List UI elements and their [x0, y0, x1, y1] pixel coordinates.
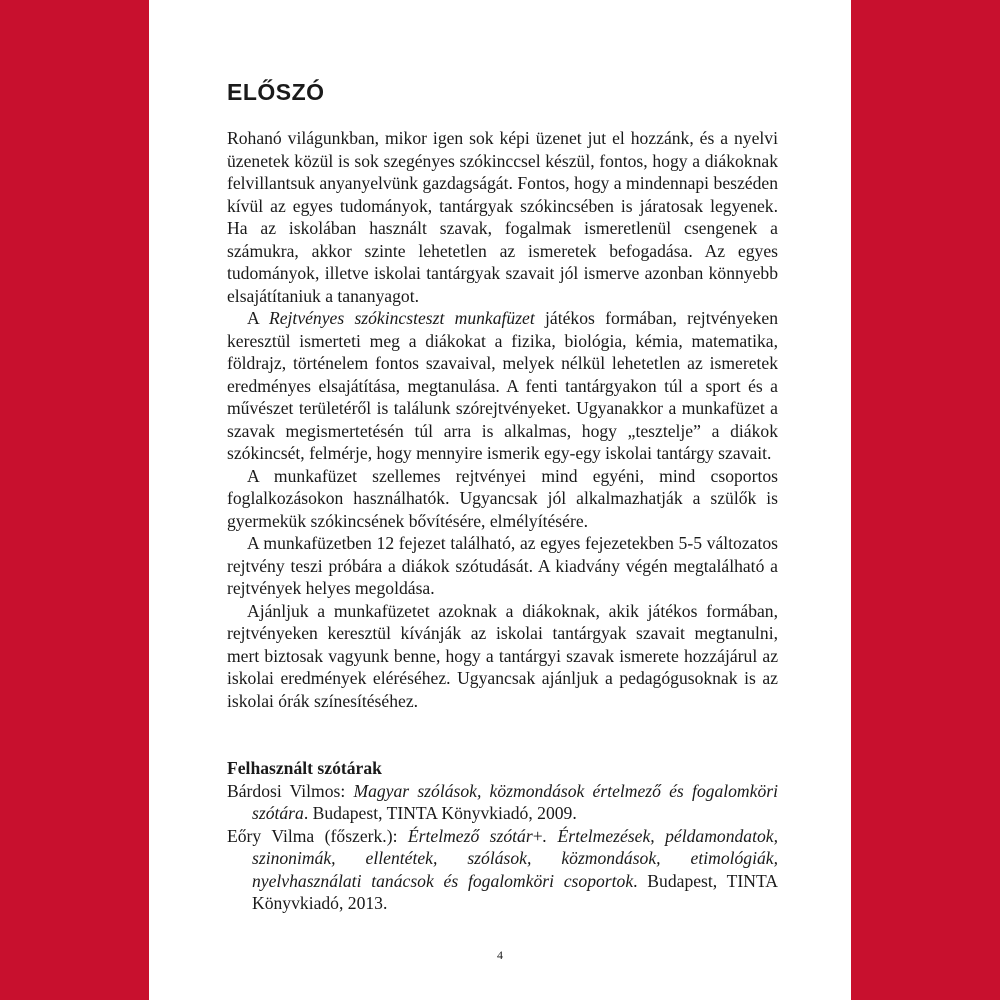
paragraph-2-start: A	[247, 308, 269, 328]
reference-1-title: Magyar szólások, közmondások értelmező és fogalomköri szótára	[252, 780, 778, 823]
reference-2-author: Eőry Vilma (főszerk.):	[227, 825, 408, 846]
page-heading: ELŐSZÓ	[227, 79, 325, 105]
preface-body	[227, 127, 778, 712]
sources-title: Felhasznált szótárak	[227, 758, 382, 778]
paragraph-5: Ajánljuk a munkafüzetet azoknak a diákoknak, akik játékos formában, rejtvényeken keresztül kívánják az iskolai tantárgyak szavait megtanulni, mert biztosak vagyunk benne, hogy a tantárgyi szavak ismerete hozzájárul az iskolai eredmények eléréséhez. Ugyancsak ajánljuk a pedagógusoknak is az iskolai órák színesítéséhez.	[227, 600, 778, 711]
right-red-band	[851, 0, 1000, 1000]
sources-section	[227, 757, 778, 915]
reference-2-plus: +	[532, 825, 543, 846]
reference-1	[227, 780, 778, 825]
page-number: 4	[497, 948, 503, 962]
paragraph-3: A munkafüzet szellemes rejtvényei mind egyéni, mind csoportos foglalkozásokon használhatók. Ugyancsak jól alkalmazhatják a szülők is gyermekük szókincsének bővítésére, elmélyítésére.	[227, 465, 778, 531]
paragraph-4: A munkafüzetben 12 fejezet található, az egyes fejezetekben 5-5 változatos rejtvény teszi próbára a diákok szótudását. A kiadvány végén megtalálható a rejtvények helyes megoldása.	[227, 533, 778, 598]
paragraph-2-rest: játékos formában, rejtvényeken keresztül ismerteti meg a diákokat a fizika, biológia, kémia, matematika, földrajz, történelem fontos szavaival, melyek nélkül lehetetlen az ismeretek eredményes elsajátítása, megtanulása. A fenti tantárgyakon túl a sport és a művészet területéről is találunk szórejtvényeket. Ugyanakkor a munkafüzet a szavak megismertetésén túl arra is alkalmas, hogy „tesztelje” a diákok szókincsét, felmérje, hogy mennyire ismerik egy-egy iskolai tantárgy szavait.	[227, 308, 778, 463]
paragraph-1: Rohanó világunkban, mikor igen sok képi üzenet jut el hozzánk, és a nyelvi üzenetek közül is sok szegényes szókinccsel készül, fontos, hogy a diákoknak felvillantsuk anyanyelvünk gazdagságát. Fontos, hogy a mindennapi beszéden kívül az egyes tudományok, tantárgyak szókincsében is járatosak legyenek. Ha az iskolában használt szavak, fogalmak ismeretlenül csengenek a számukra, akkor szinte lehetetlen az ismeretek befogadása. Az egyes tudományok, illetve iskolai tantárgyak szavait jól ismerve azonban könnyebb elsajátítaniuk a tananyagot.	[227, 128, 778, 306]
reference-2-title: Értelmező szótár	[407, 825, 533, 846]
reference-2-rest: . Budapest, TINTA Könyvkiadó, 2013.	[252, 870, 778, 913]
workbook-title: Rejtvényes szókincsteszt munkafüzet	[268, 308, 535, 328]
reference-1-author: Bárdosi Vilmos:	[227, 780, 354, 801]
reference-1-rest: . Budapest, TINTA Könyvkiadó, 2009.	[303, 803, 577, 823]
left-red-band	[0, 0, 149, 1000]
paragraph-2	[227, 307, 778, 465]
book-page	[149, 0, 851, 1000]
reference-2-subtitle: . Értelmezések, példamondatok, szinonimák, ellentétek, szólások, közmondások, etimológiák, nyelvhasználati tanácsok és fogalomköri csoportok	[252, 825, 778, 891]
reference-2	[227, 825, 778, 915]
